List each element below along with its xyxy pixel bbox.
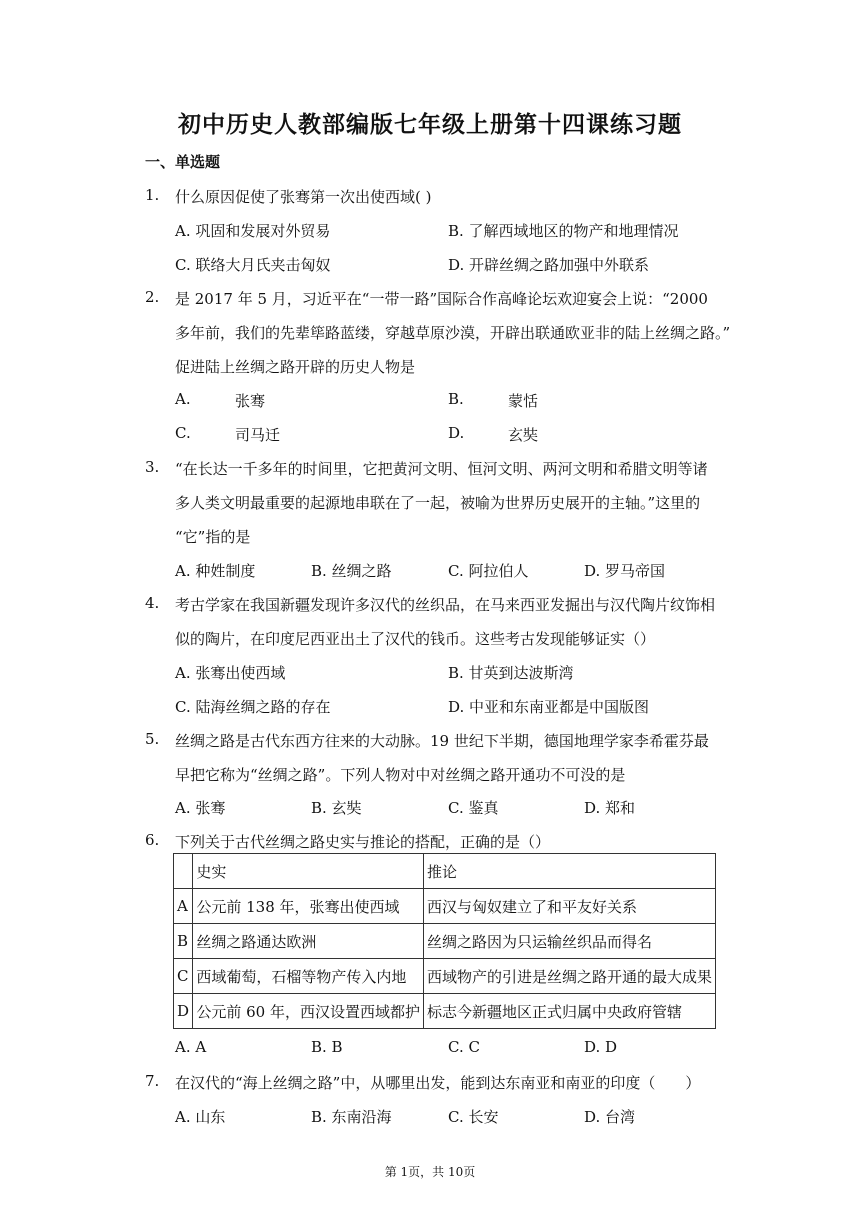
question-2-number: 2.: [145, 288, 160, 306]
question-3-line: “它”指的是: [175, 528, 251, 546]
question-2-line: 促进陆上丝绸之路开辟的历史人物是: [175, 358, 416, 376]
table-cell: A: [174, 889, 193, 924]
table-row: [174, 994, 716, 1029]
question-6-option-d: D. D: [584, 1038, 618, 1056]
table-header-cell: 推论: [423, 854, 715, 889]
question-5-option-a: A. 张骞: [175, 799, 226, 817]
question-2-option-b-letter: B.: [448, 390, 464, 408]
question-6-option-b: B. B: [311, 1038, 343, 1056]
history-table: [173, 853, 716, 1029]
question-2-option-d-letter: D.: [448, 424, 465, 442]
page-title: 初中历史人教部编版七年级上册第十四课练习题: [178, 111, 682, 138]
question-3-option-d: D. 罗马帝国: [584, 562, 666, 580]
question-4-line: 似的陶片，在印度尼西亚出土了汉代的钱币。这些考古发现能够证实（）: [175, 630, 656, 648]
table-cell: 丝绸之路通达欧洲: [193, 924, 424, 959]
question-6-text: 下列关于古代丝绸之路史实与推论的搭配，正确的是（）: [175, 833, 551, 851]
question-7-option-a: A. 山东: [175, 1108, 226, 1126]
question-7-option-d: D. 台湾: [584, 1108, 636, 1126]
question-2-option-a-letter: A.: [175, 390, 191, 408]
question-3-option-c: C. 阿拉伯人: [448, 562, 529, 580]
table-cell: D: [174, 994, 193, 1029]
table-cell: B: [174, 924, 193, 959]
question-2-option-a-text: 张骞: [235, 392, 266, 410]
question-1-text: 什么原因促使了张骞第一次出使西域( ): [175, 188, 432, 206]
question-5-option-c: C. 鉴真: [448, 799, 499, 817]
question-6-number: 6.: [145, 831, 160, 849]
table-cell: C: [174, 959, 193, 994]
question-7-number: 7.: [145, 1072, 160, 1090]
question-2-option-d-text: 玄奘: [508, 426, 539, 444]
question-7-option-c: C. 长安: [448, 1108, 499, 1126]
question-1-option-b: B. 了解西域地区的物产和地理情况: [448, 222, 679, 240]
table-cell: 公元前 138 年，张骞出使西域: [193, 889, 424, 924]
question-2-option-c-text: 司马迁: [235, 426, 281, 444]
table-header-cell: [174, 854, 193, 889]
question-3-option-b: B. 丝绸之路: [311, 562, 392, 580]
table-cell: 西域葡萄，石榴等物产传入内地: [193, 959, 424, 994]
table-header-cell: 史实: [193, 854, 424, 889]
question-4-option-c: C. 陆海丝绸之路的存在: [175, 698, 331, 716]
question-2-line: 是 2017 年 5 月，习近平在“一带一路”国际合作高峰论坛欢迎宴会上说：“2000: [175, 290, 708, 308]
question-4-option-a: A. 张骞出使西域: [175, 664, 286, 682]
question-4-option-d: D. 中亚和东南亚都是中国版图: [448, 698, 650, 716]
table-row: [174, 889, 716, 924]
page-footer: 第 1页，共 10页: [384, 1165, 476, 1179]
question-6-option-c: C. C: [448, 1038, 480, 1056]
question-5-option-b: B. 玄奘: [311, 799, 362, 817]
question-2-option-b-text: 蒙恬: [508, 392, 539, 410]
question-1-option-a: A. 巩固和发展对外贸易: [175, 222, 331, 240]
question-2-line: 多年前，我们的先辈筚路蓝缕，穿越草原沙漠，开辟出联通欧亚非的陆上丝绸之路。”: [175, 324, 731, 342]
question-4-line: 考古学家在我国新疆发现许多汉代的丝织品，在马来西亚发掘出与汉代陶片纹饰相: [175, 596, 716, 614]
question-1-number: 1.: [145, 186, 160, 204]
question-5-line: 早把它称为“丝绸之路”。下列人物对中对丝绸之路开通功不可没的是: [175, 766, 626, 784]
question-1-option-d: D. 开辟丝绸之路加强中外联系: [448, 256, 650, 274]
question-3-line: 多人类文明最重要的起源地串联在了一起，被喻为世界历史展开的主轴。”这里的: [175, 494, 701, 512]
table-cell: 西域物产的引进是丝绸之路开通的最大成果: [423, 959, 715, 994]
question-4-option-b: B. 甘英到达波斯湾: [448, 664, 574, 682]
question-7-option-b: B. 东南沿海: [311, 1108, 392, 1126]
question-3-option-a: A. 种姓制度: [175, 562, 256, 580]
table-header-row: [174, 854, 716, 889]
table-cell: 标志今新疆地区正式归属中央政府管辖: [423, 994, 715, 1029]
question-6-option-a: A. A: [175, 1038, 207, 1056]
table-cell: 公元前 60 年，西汉设置西域都护: [193, 994, 424, 1029]
question-5-line: 丝绸之路是古代东西方往来的大动脉。19 世纪下半期，德国地理学家李希霍芬最: [175, 732, 709, 750]
question-2-option-c-letter: C.: [175, 424, 191, 442]
table-row: [174, 959, 716, 994]
table-cell: 西汉与匈奴建立了和平友好关系: [423, 889, 715, 924]
table-row: [174, 924, 716, 959]
question-3-line: “在长达一千多年的时间里，它把黄河文明、恒河文明、两河文明和希腊文明等诸: [175, 460, 708, 478]
question-1-option-c: C. 联络大月氏夹击匈奴: [175, 256, 331, 274]
question-3-number: 3.: [145, 458, 160, 476]
section-heading: 一、单选题: [145, 153, 221, 171]
question-5-number: 5.: [145, 730, 160, 748]
question-4-number: 4.: [145, 594, 160, 612]
question-7-text: 在汉代的“海上丝绸之路”中，从哪里出发，能到达东南亚和南亚的印度（ ）: [175, 1074, 701, 1092]
question-5-option-d: D. 郑和: [584, 799, 636, 817]
table-cell: 丝绸之路因为只运输丝织品而得名: [423, 924, 715, 959]
